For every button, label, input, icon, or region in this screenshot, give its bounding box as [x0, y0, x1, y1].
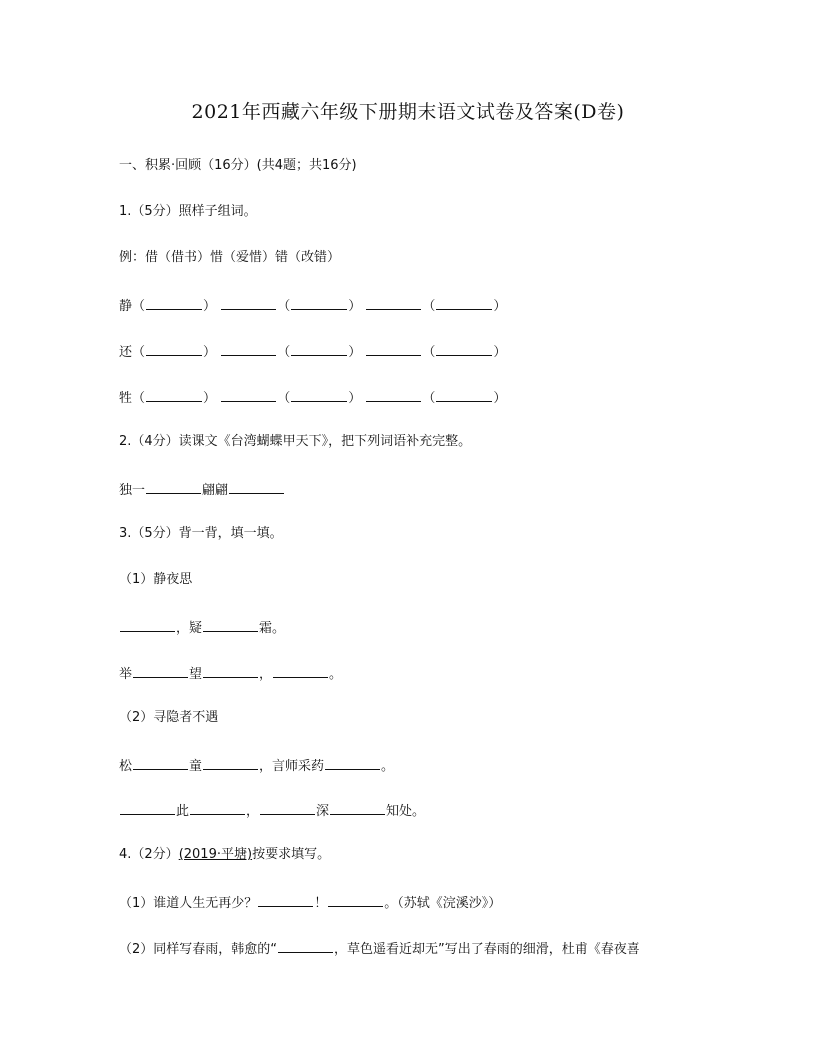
poem-line: ，疑 霜。	[119, 617, 285, 638]
document-title: 2021年西藏六年级下册期末语文试卷及答案(D卷)	[191, 101, 625, 123]
question-1-example: 例：借（借书）惜（爱惜）错（改错）	[119, 250, 341, 265]
answer-blank[interactable]	[146, 479, 201, 494]
answer-blank[interactable]	[291, 341, 347, 356]
answer-blank[interactable]	[120, 617, 175, 632]
answer-blank[interactable]	[221, 341, 276, 356]
question-2-items: 独一 翩翩	[119, 479, 285, 500]
answer-blank[interactable]	[258, 892, 313, 907]
answer-blank[interactable]	[203, 617, 258, 632]
question-3-header: 3.（5分）背一背，填一填。	[119, 526, 283, 541]
answer-blank[interactable]	[366, 387, 421, 402]
answer-blank[interactable]	[146, 341, 202, 356]
answer-blank[interactable]	[229, 479, 284, 494]
source-link[interactable]: (2019·平塘)	[178, 847, 253, 862]
question-3-sub2: （2）寻隐者不遇	[119, 710, 219, 725]
answer-blank[interactable]	[366, 295, 421, 310]
question-4-sub1: （1）谁道人生无再少？ ！ 。（苏轼《浣溪沙》）	[119, 892, 501, 913]
answer-blank[interactable]	[325, 755, 380, 770]
answer-blank[interactable]	[133, 755, 188, 770]
question-1-header: 1.（5分）照样子组词。	[119, 204, 257, 219]
answer-blank[interactable]	[203, 755, 258, 770]
answer-blank[interactable]	[328, 892, 383, 907]
answer-blank[interactable]	[190, 800, 245, 815]
row-char: 牲	[119, 391, 133, 406]
row-char: 静	[119, 299, 133, 314]
answer-blank[interactable]	[203, 663, 258, 678]
answer-blank[interactable]	[146, 387, 202, 402]
answer-blank[interactable]	[120, 800, 175, 815]
poem-line: 此 ， 深 知处。	[119, 800, 425, 821]
answer-blank[interactable]	[221, 295, 276, 310]
question-4-sub2: （2）同样写春雨，韩愈的“ ，草色遥看近却无”写出了春雨的细滑，杜甫《春夜喜	[119, 938, 640, 959]
section-heading: 一、积累·回顾（16分）(共4题；共16分)	[119, 158, 357, 173]
answer-blank[interactable]	[436, 295, 492, 310]
answer-blank[interactable]	[291, 295, 347, 310]
answer-blank[interactable]	[366, 341, 421, 356]
question-2-header: 2.（4分）读课文《台湾蝴蝶甲天下》，把下列词语补充完整。	[119, 434, 472, 449]
answer-blank[interactable]	[146, 295, 202, 310]
poem-line: 举 望 ， 。	[119, 663, 342, 684]
answer-blank[interactable]	[273, 663, 328, 678]
question-1-row: 静（ ） （ ） （ ）	[119, 295, 506, 316]
question-3-sub1: （1）静夜思	[119, 572, 193, 587]
answer-blank[interactable]	[221, 387, 276, 402]
question-1-row: 还（ ） （ ） （ ）	[119, 341, 506, 362]
answer-blank[interactable]	[278, 938, 333, 953]
answer-blank[interactable]	[330, 800, 385, 815]
poem-line: 松 童 ，言师采药 。	[119, 755, 394, 776]
answer-blank[interactable]	[291, 387, 347, 402]
answer-blank[interactable]	[260, 800, 315, 815]
question-4-header: 4.（2分）(2019·平塘)按要求填写。	[119, 847, 331, 862]
question-1-row: 牲（ ） （ ） （ ）	[119, 387, 506, 408]
answer-blank[interactable]	[133, 663, 188, 678]
answer-blank[interactable]	[436, 387, 492, 402]
answer-blank[interactable]	[436, 341, 492, 356]
row-char: 还	[119, 345, 133, 360]
